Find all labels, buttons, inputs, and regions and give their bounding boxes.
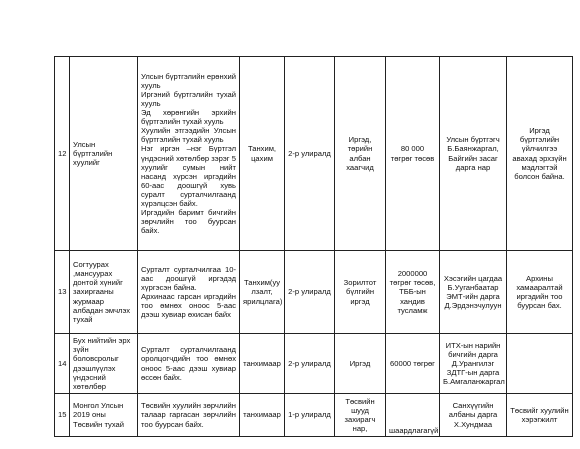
description-line: Улсын бүртгэлийн ерөнхий хууль [141,71,236,90]
activity-target: Зорилтот бүлгийн иргэд [335,251,386,334]
activity-name: Согтуурах ,мансуурах донтой хүнийг захиргааны журмаар албадан эмчлэх тухай [70,251,138,334]
activity-budget: 60000 төгрөг [386,334,440,394]
description-line: Иргэний бүртгэлийн тухай хууль [141,89,236,108]
table-row [55,394,573,437]
description-line: Хуулийн этгээдийн Улсын бүртгэлийн тухай хууль [141,126,236,145]
row-number: 12 [55,57,70,251]
activity-form: танхимаар [240,394,285,437]
activity-description [138,334,240,394]
activity-form: танхимаар [240,334,285,394]
activity-target: Иргэд, төрийн албан хаагчид [335,57,386,251]
table-row [55,334,573,394]
activity-responsible: Санхүүгийн албаны дарга Х.Хундмаа [440,394,507,437]
plan-table [54,56,573,437]
activity-description [138,57,240,251]
activity-term: 2-р улиралд [285,57,335,251]
description-line: Эд хөрөнгийн эрхийн бүртгэлийн тухай хууль [141,108,236,127]
activity-responsible: Улсын бүртгэгч Б.Баянжаргал, Байгийн засаг дарга нар [440,57,507,251]
activity-name: Улсын бүртгэлийн хуулийг [70,57,138,251]
activity-responsible: Хэсэгийн цагдаа Б.Ууганбаатар ЭМТ-ийн дарга Д.Эрдэнэчулуун [440,251,507,334]
table-row [55,251,573,334]
activity-description [138,394,240,437]
description-line: Төсвийн хуулийн зөрчлийн талаар гаргасан зөрчлийн тоо буурсан байх. [141,401,236,429]
row-number: 15 [55,394,70,437]
description-line: Архинаас гарсан иргэдийн тоо өмнөх оноос 5-аас дээш хувиар өхисан байх [141,292,236,320]
activity-description [138,251,240,334]
activity-budget: шаардлагагүй [386,394,440,437]
activity-name: Бух нийтийн эрх зүйн боловсролыг дээшлүүлэх үндэсний хөтөлбөр [70,334,138,394]
activity-target: Иргэд [335,334,386,394]
activity-term: 2-р улиралд [285,334,335,394]
activity-target: Төсвийн шууд захирагч нар, [335,394,386,437]
table-row [55,57,573,251]
activity-result: Иргэд бүртгэлийн үйлчилгээ авахад эрхзүйн мэдлэгтэй болсон байна. [507,57,573,251]
description-line: Сурталт сурталчилгаа 10-аас доошгүй иргэдэд хүргэсэн байна. [141,264,236,292]
activity-result [507,334,573,394]
activity-name: Монгол Улсын 2019 оны Төсвийн тухай [70,394,138,437]
activity-form: Танхим, цахим [240,57,285,251]
description-line: Сурталт сурталчилгаанд оролцогчдийн тоо өмнөх оноос 5-аас дээш хувиар өссөн байх. [141,345,236,382]
activity-form: Танхим(уу лзалт, ярилцлага) [240,251,285,334]
description-line: Нэг иргэн –нэг Бүртгэл үндэсний хөтөлбөр зэрэг 5 хуулийг сумын нийт насанд хүрсэн иргэдийн 60-аас доошгүй хувь суралт сурталчилгаанд хүрэлцсэн байх. [141,144,236,208]
description-line: Иргэдийн баримт бичгийн зөрчлийн тоо буурсан байх. [141,208,236,236]
activity-budget: 2000000 төгрөг төсөв, ТББ-ын хандив тусламж [386,251,440,334]
activity-result: Архины хамааралтай иргэдийн тоо буурсан бах. [507,251,573,334]
activity-responsible: ИТХ-ын нарийн бичгийн дарга Д.Урангилэг ЗДТГ-ын дарга Б.Амгаланжаргал [440,334,507,394]
activity-budget: 80 000 төгрөг төсөв [386,57,440,251]
row-number: 13 [55,251,70,334]
activity-term: 2-р улиралд [285,251,335,334]
activity-term: 1-р улиралд [285,394,335,437]
row-number: 14 [55,334,70,394]
activity-result: Төсвийг хуулийн хэрэгжилт [507,394,573,437]
